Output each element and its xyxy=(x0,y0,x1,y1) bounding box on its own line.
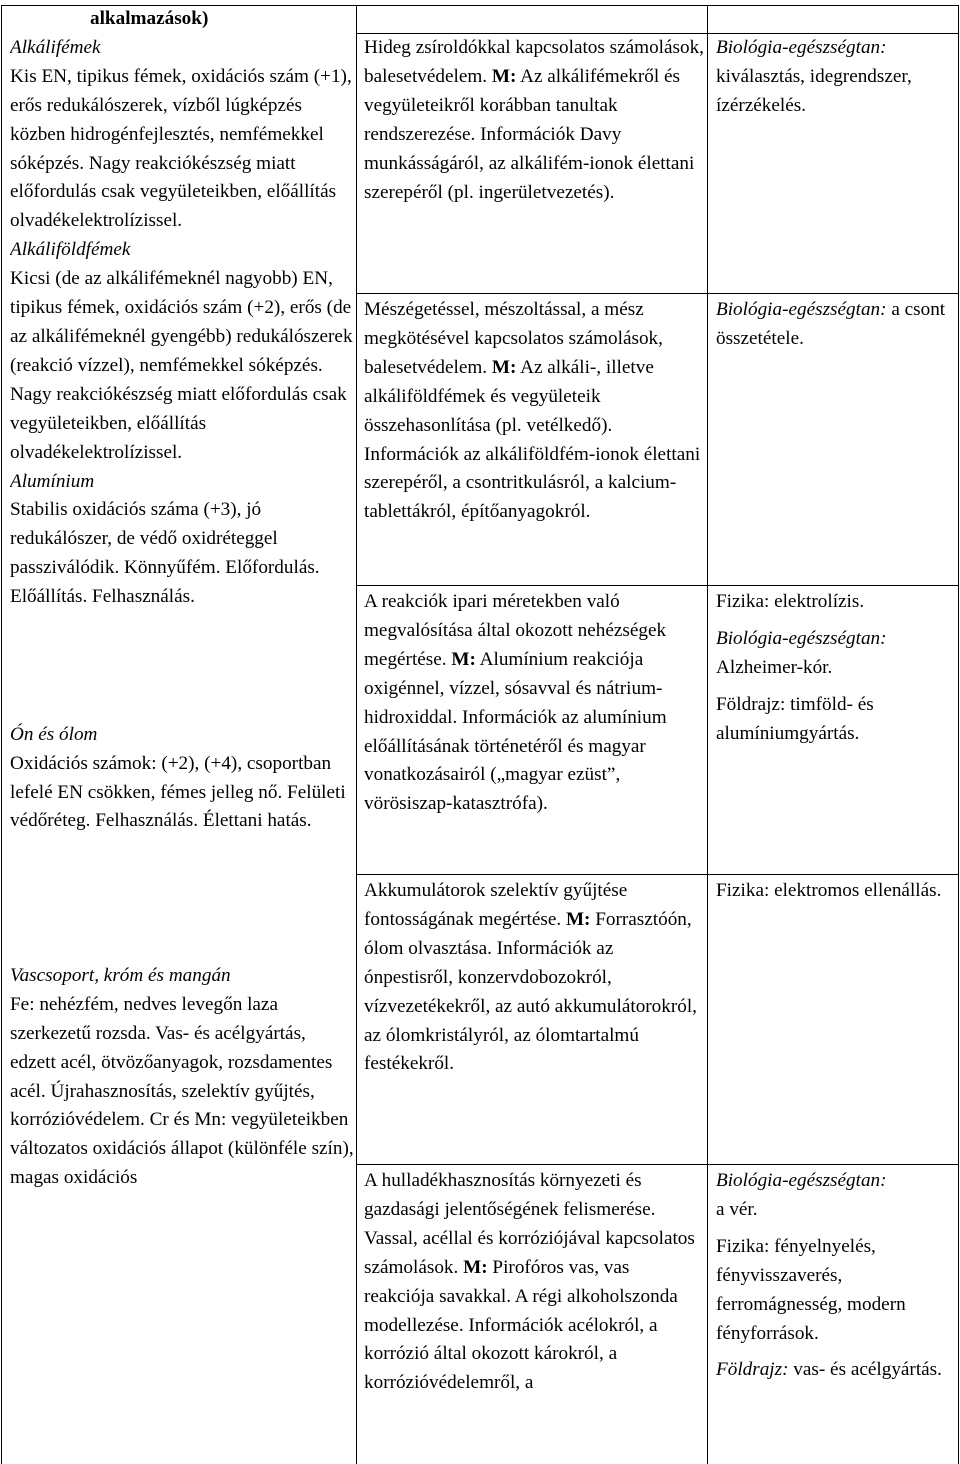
connection-text: Fizika: elektrolízis. xyxy=(716,591,865,612)
connection-text: vas- és acélgyártás. xyxy=(793,1359,942,1381)
subject-label: Biológia-egészségtan: xyxy=(716,1170,887,1191)
topic-text: Kis EN, tipikus fémek, oxidációs szám (+1), erős redukálószerek, vízből lúgképzés közben hidrogénfejlesztés, nemfémekkel sóképzés. Nagy reakciókészség miatt előfordulás csak vegyületeikben, előállítás olvadékelektrolízissel. xyxy=(10,65,352,232)
connection-text: a csont összetétele. xyxy=(716,299,946,349)
connection-text: Földrajz: timföld- és alumíniumgyártás. xyxy=(716,693,874,744)
table-border xyxy=(958,5,959,1464)
table-border xyxy=(356,5,357,1464)
connections-cell-3 xyxy=(716,588,956,873)
model-label: M: xyxy=(491,65,517,87)
model-label: M: xyxy=(491,356,517,378)
topic-title: Alumínium xyxy=(10,470,95,492)
subject-label: Biológia-egészségtan: xyxy=(716,37,887,58)
activity-text: Az alkáli-, illetve alkáliföldfémek és vegyületeik összehasonlítása (pl. vetélkedő). Információk az alkáliföldfém-ionok élettani szerepéről, a csontritkulásról, a kalcium-tablettákról, építőanyagokról. xyxy=(364,356,701,523)
content-column xyxy=(10,5,354,1464)
activities-cell-4 xyxy=(364,877,704,1163)
topic-title: Vascsoport, króm és mangán xyxy=(10,964,231,986)
connections-cell-2 xyxy=(716,296,956,584)
activity-text: Hideg zsíroldókkal kapcsolatos számolások, balesetvédelem. xyxy=(364,37,704,87)
topic-text: Fe: nehézfém, nedves levegőn laza szerkezetű rozsda. Vas- és acélgyártás, edzett acél, ötvözőanyagok, rozsdamentes acél. Újrahasznosítás, szelektív gyűjtés, korrózióvédelem. Cr és Mn: vegyületeikben változatos oxidációs állapot (különféle szín), magas oxidációs xyxy=(10,993,354,1189)
topic-title: Alkálifémek xyxy=(10,36,101,58)
topic-text: Kicsi (de az alkálifémeknél nagyobb) EN, tipikus fémek, oxidációs szám (+2), erős (de az alkálifémeknél gyengébb) redukálószerek (reakció vízzel), nemfémekkel sóképzés. Nagy reakciókészség miatt előfordulás csak vegyületeikben, előállítás olvadékelektrolízissel. xyxy=(10,268,353,463)
model-label: M: xyxy=(451,648,476,670)
connection-text: a vér. xyxy=(716,1198,758,1220)
topic-title: Ón és ólom xyxy=(10,723,98,745)
activity-text: Pirofóros vas, vas reakciója savakkal. A régi alkoholszonda modellezése. Információk acélokról, a korrózió által okozott károkról, a korrózióvédelemről, a xyxy=(364,1256,678,1394)
table-border xyxy=(356,293,959,294)
activity-text: A hulladékhasznosítás környezeti és gazdasági jelentőségének felismerése. Vassal, acéllal és korróziójával kapcsolatos számolások. xyxy=(364,1170,695,1278)
connections-cell-4 xyxy=(716,877,956,1163)
activities-cell-2 xyxy=(364,296,704,584)
activity-text: Alumínium reakciója oxigénnel, vízzel, sósavval és nátrium-hidroxiddal. Információk az alumínium előállításának történetéről és magyar vonatkozásairól („magyar ezüst”, vörösiszap-katasztrófa). xyxy=(364,648,667,815)
activities-cell-3 xyxy=(364,588,704,873)
activity-text: Forrasztóón, ólom olvasztása. Információk az ónpestisről, konzervdobozokról, vízvezetékekről, az autó akkumulátorokról, az ólomkristályról, az ólomtartalmú festékekről. xyxy=(364,908,697,1075)
connection-text: Fizika: fényelnyelés, fényvisszaverés, ferromágnesség, modern fényforrások. xyxy=(716,1235,906,1344)
heading-continued: alkalmazások) xyxy=(90,8,209,29)
table-border xyxy=(707,5,708,1464)
table-border xyxy=(1,5,2,1464)
connections-cell-5 xyxy=(716,1167,956,1464)
activities-cell-5 xyxy=(364,1167,704,1464)
table-border xyxy=(356,585,959,586)
connections-cell-1 xyxy=(716,34,956,292)
model-label: M: xyxy=(565,908,591,930)
topic-text: Stabilis oxidációs száma (+3), jó redukálószer, de védő oxidréteggel passziválódik. Könnyűfém. Előfordulás. Előállítás. Felhasználás. xyxy=(10,499,320,608)
model-label: M: xyxy=(463,1256,488,1278)
activity-text: Mészégetéssel, mészoltással, a mész megkötésével kapcsolatos számolások, balesetvédelem. xyxy=(364,299,663,378)
connection-text: Fizika: elektromos ellenállás. xyxy=(716,880,942,901)
connection-text: Alzheimer-kór. xyxy=(716,656,833,678)
subject-label: Biológia-egészségtan: xyxy=(716,299,887,320)
table-border xyxy=(356,1164,959,1165)
connection-text: kiválasztás, idegrendszer, ízérzékelés. xyxy=(716,65,912,116)
activity-text: A reakciók ipari méretekben való megvalósítása által okozott nehézségek megértése. xyxy=(364,591,667,670)
topic-text: Oxidációs számok: (+2), (+4), csoportban lefelé EN csökken, fémes jelleg nő. Felületi védőréteg. Felhasználás. Élettani hatás. xyxy=(10,752,346,832)
subject-label: Biológia-egészségtan: xyxy=(716,627,887,649)
subject-label: Földrajz: xyxy=(716,1359,789,1381)
topic-title: Alkáliföldfémek xyxy=(10,239,131,261)
activity-text: Akkumulátorok szelektív gyűjtése fontosságának megértése. xyxy=(364,880,628,930)
activity-text: Az alkálifémekről és vegyületeikről korábban tanultak rendszerezése. Információk Davy munkásságáról, az alkálifém-ionok élettani szerepéről (pl. ingerületvezetés). xyxy=(364,65,695,203)
table-border xyxy=(356,874,959,875)
activities-cell-1 xyxy=(364,34,704,292)
